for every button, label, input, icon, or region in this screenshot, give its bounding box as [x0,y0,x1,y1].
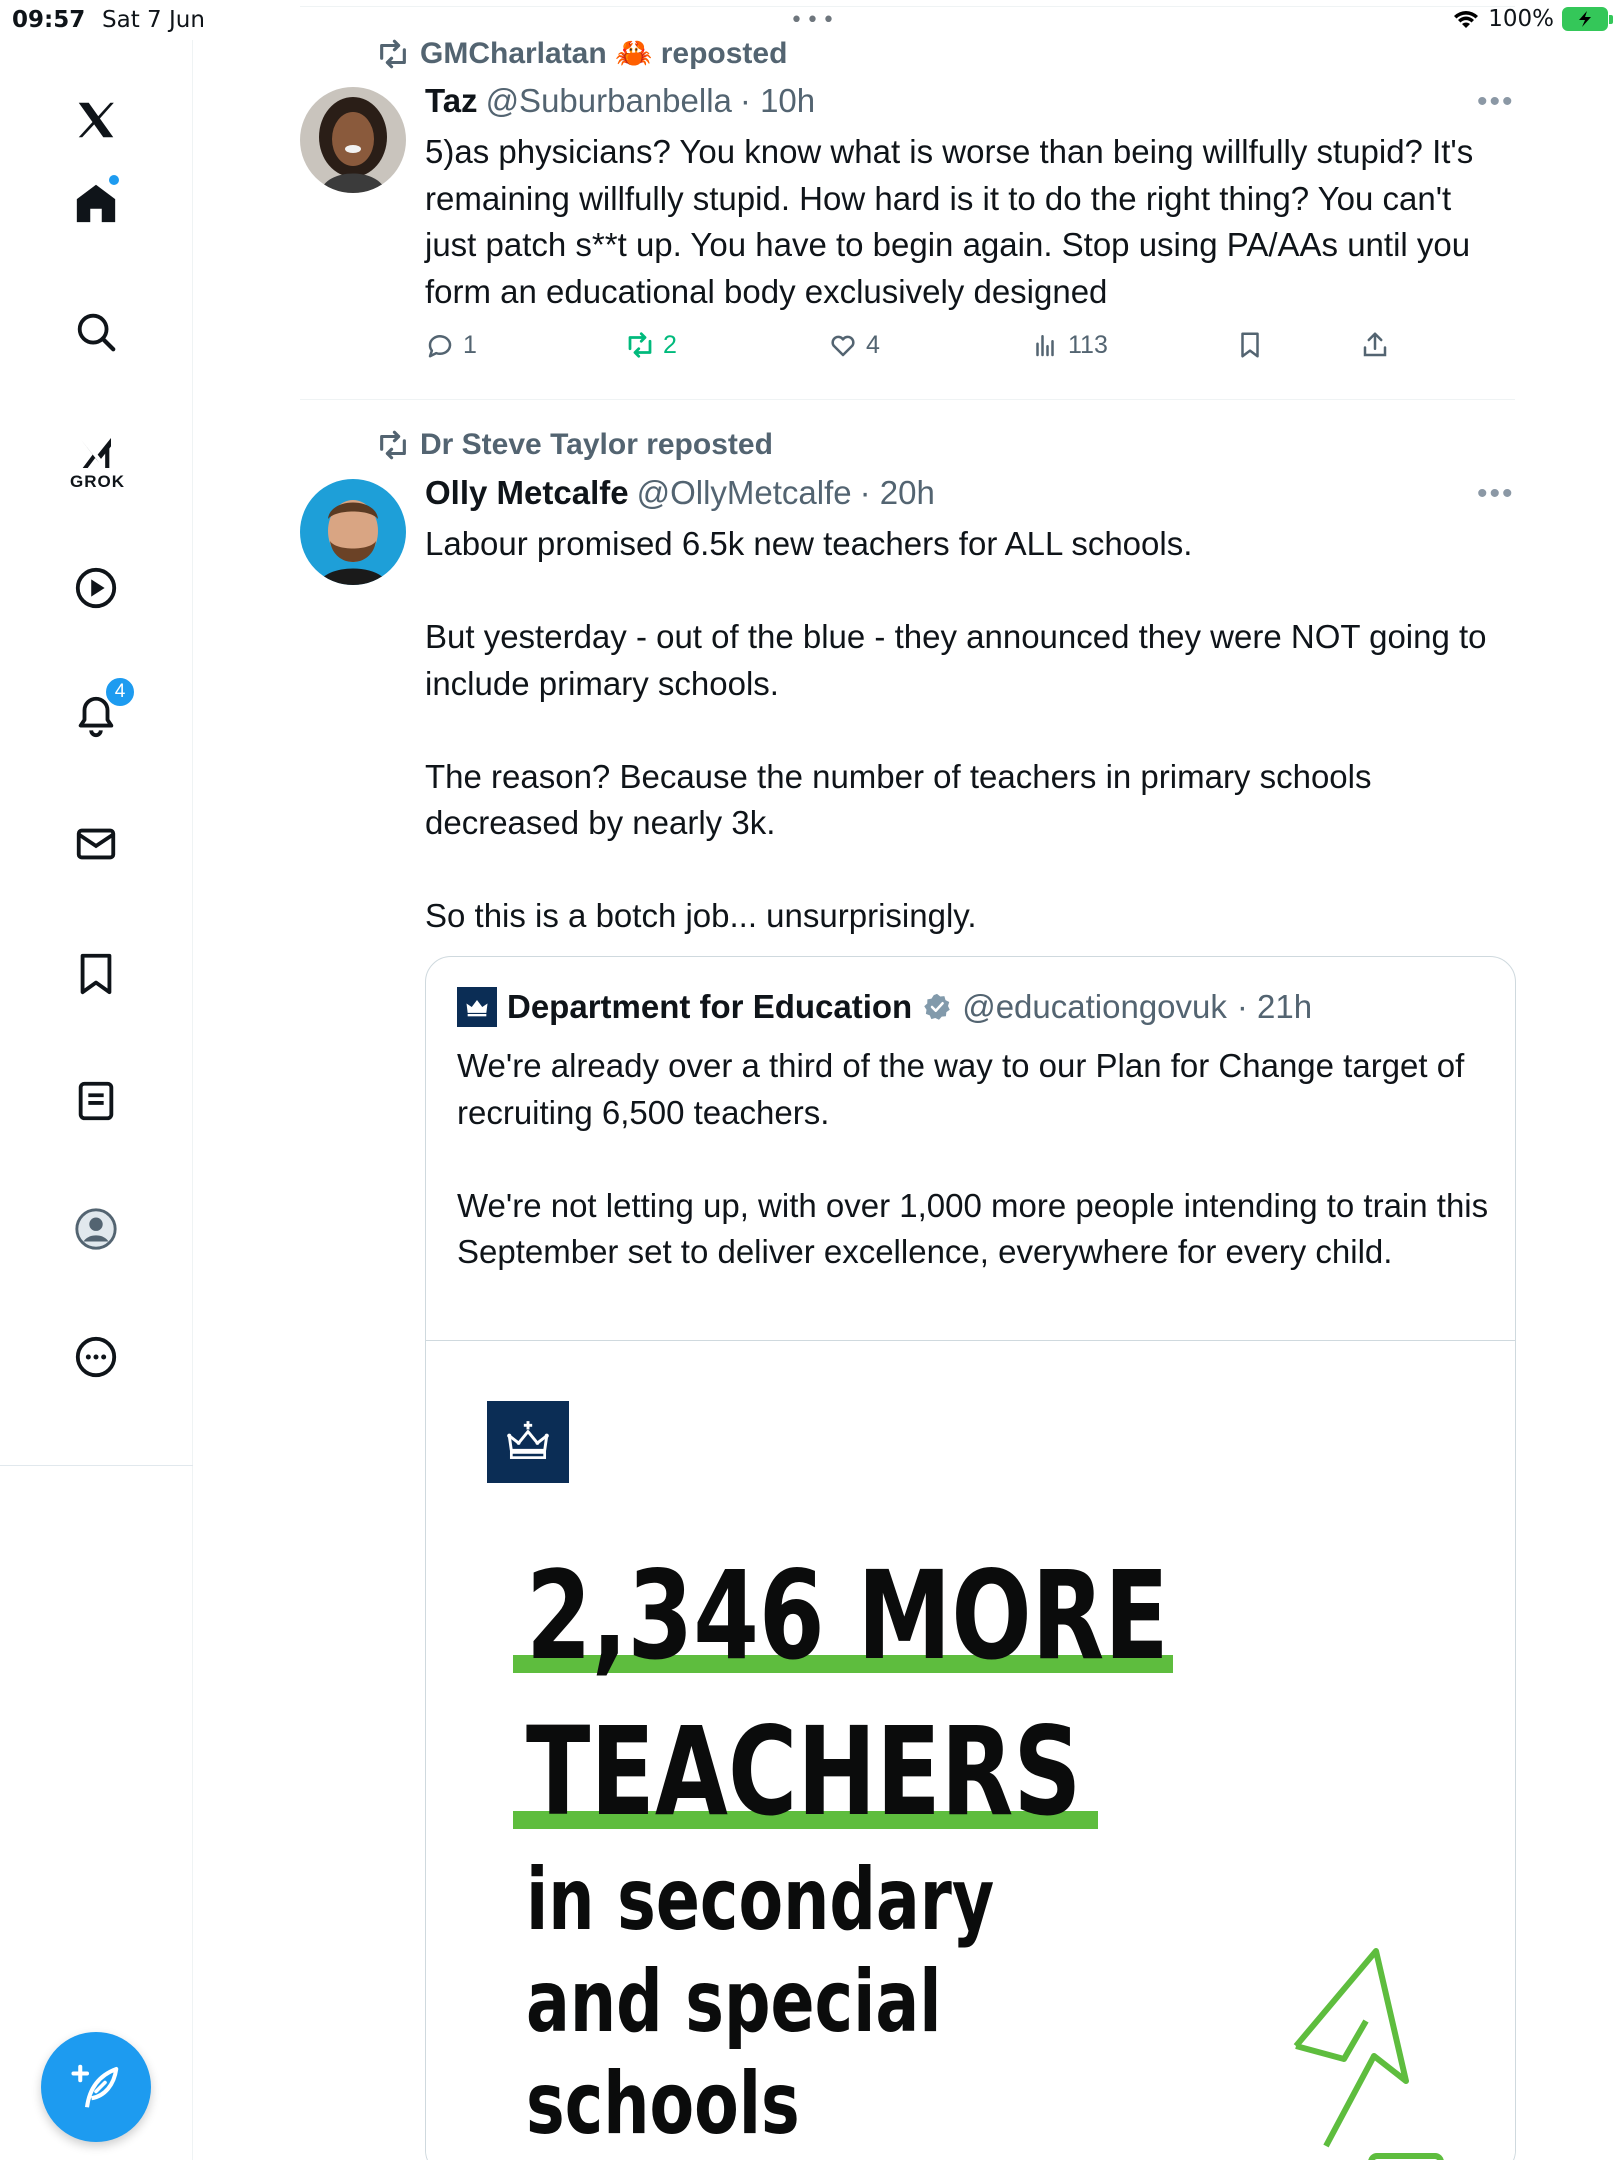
tweet-header [425,474,935,512]
image-headline-line-2: TEACHERS [526,1701,1082,1843]
multitasking-dots-icon[interactable]: ••• [790,8,838,33]
home-icon[interactable] [66,173,126,233]
grok-icon[interactable] [66,430,126,490]
quoted-author-handle[interactable]: @educationgovuk [962,988,1227,1025]
repost-button[interactable] [625,330,677,360]
tweet-more-icon[interactable]: ••• [1477,85,1515,118]
messages-mail-icon[interactable] [66,814,126,874]
growth-arrow-icon [1256,1931,1486,2160]
notifications-bell-icon[interactable] [66,681,126,746]
verified-badge-icon [922,992,952,1022]
quoted-tweet-image[interactable] [426,1340,1516,2160]
tweet-text: Labour promised 6.5k new teachers for ALL schools. But yesterday - out of the blue - they announced they were NOT going to include primary schools. The reason? Because the number of teachers in primary schools decreased by nearly 3k. So this is a botch job... unsurprisingly. [425,525,1487,934]
bookmarks-icon[interactable] [66,943,126,1003]
repost-context[interactable] [376,36,787,71]
image-subline: in secondary and special schools [526,1850,995,2154]
tweet-divider [300,399,1515,400]
views-button[interactable] [1030,330,1108,360]
status-date: Sat 7 Jun [102,7,205,33]
wifi-icon [1452,8,1480,30]
reply-icon [425,330,455,360]
battery-icon [1562,7,1608,31]
quoted-tweet-text: We're already over a third of the way to our Plan for Change target of recruiting 6,500 teachers. We're not letting up, with over 1,000 more people intending to train this September set to deliver excellence, everywhere for every child. [457,1047,1489,1270]
status-time: 09:57 [12,7,86,33]
author-name[interactable]: Olly Metcalfe [425,474,629,511]
repost-icon [625,330,655,360]
compose-post-button[interactable] [41,2032,151,2142]
views-count: 113 [1068,330,1108,359]
repost-icon [376,428,410,462]
reply-button[interactable] [425,330,477,360]
image-headline-line-1: 2,346 MORE [526,1545,1169,1687]
x-logo-icon[interactable] [66,90,126,150]
like-count: 4 [866,330,880,359]
notifications-badge: 4 [104,676,136,708]
tweet-more-icon[interactable]: ••• [1477,477,1515,510]
views-chart-icon [1030,330,1060,360]
quoted-tweet-card[interactable] [425,956,1516,2160]
tweet-actions [425,330,1435,370]
tweet-timestamp[interactable]: · 10h [739,82,816,119]
tweet-header [425,82,815,120]
tweet-text: 5)as physicians? You know what is worse than being willfully stupid? It's remaining willfully stupid. How hard is it to do the right thing? You can't just patch s**t up. You have to begin again. Stop using PA/AAs until you form an educational body exclusively designed [425,133,1474,310]
repost-context-label: GMCharlatan 🦀 reposted [420,37,788,70]
heart-icon [828,330,858,360]
author-name[interactable]: Taz [425,82,478,119]
profile-avatar-icon[interactable] [66,1199,126,1259]
feed-top-divider [300,6,1515,7]
battery-percent: 100% [1488,6,1554,32]
search-icon[interactable] [66,302,126,362]
home-unread-dot [107,173,121,187]
quoted-timestamp[interactable]: · 21h [1236,988,1313,1025]
more-options-icon[interactable] [66,1327,126,1387]
repost-icon [376,37,410,71]
share-icon [1360,330,1390,360]
quoted-tweet-header [457,987,1312,1027]
repost-context[interactable] [376,428,773,462]
lists-icon[interactable] [66,1071,126,1131]
grok-label: GROK [70,472,125,491]
repost-count: 2 [663,330,677,359]
compose-feather-icon [69,2060,123,2114]
bookmark-icon [1235,330,1265,360]
sidebar-divider [0,1465,193,1466]
quoted-author-name[interactable]: Department for Education [507,988,913,1025]
video-play-icon[interactable] [66,558,126,618]
bookmark-button[interactable] [1235,330,1265,360]
tweet-timestamp[interactable]: · 20h [859,474,935,511]
reply-count: 1 [463,330,477,359]
like-button[interactable] [828,330,880,360]
author-handle[interactable]: @Suburbanbella [485,82,732,119]
author-handle[interactable]: @OllyMetcalfe [636,474,852,511]
dfe-crest-icon [487,1401,569,1483]
sidebar [0,40,193,2160]
share-button[interactable] [1360,330,1390,360]
status-indicators [1452,6,1608,32]
avatar[interactable] [300,479,406,585]
dfe-avatar-crown-icon [457,987,497,1027]
repost-context-label: Dr Steve Taylor reposted [420,428,773,461]
avatar[interactable] [300,87,406,193]
